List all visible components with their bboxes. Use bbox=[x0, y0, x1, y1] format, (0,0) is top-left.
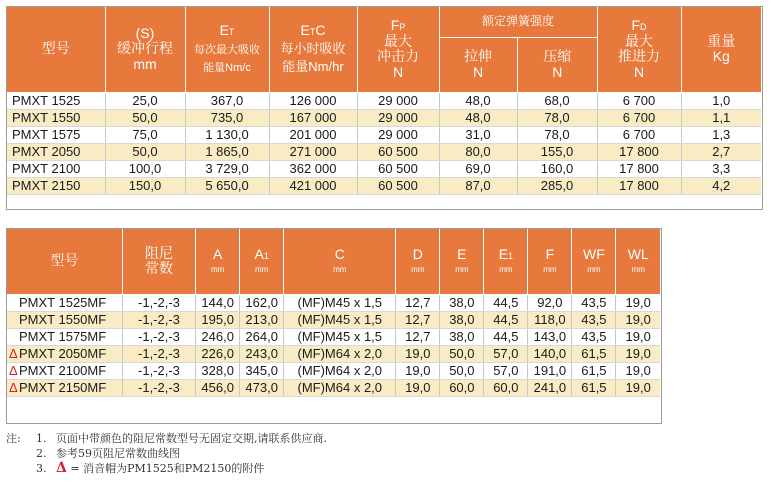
dimension-table bbox=[7, 229, 660, 397]
e-cell: 50,0 bbox=[440, 362, 484, 379]
header-spring-compressed: 压缩 N bbox=[517, 37, 597, 92]
d-cell: 12,7 bbox=[396, 328, 440, 345]
model-cell bbox=[7, 311, 122, 328]
etc-cell: 271 000 bbox=[269, 143, 357, 160]
e1-cell: 44,5 bbox=[484, 328, 528, 345]
model-cell: PMXT 1525 bbox=[7, 92, 105, 109]
delta-icon: Δ bbox=[9, 362, 18, 378]
stroke-cell: 75,0 bbox=[105, 126, 185, 143]
et-cell: 1 865,0 bbox=[185, 143, 269, 160]
model-label: PMXT 2050MF bbox=[19, 345, 107, 361]
a1-cell: 345,0 bbox=[240, 362, 284, 379]
wf-cell: 61,5 bbox=[572, 362, 616, 379]
weight-cell: 2,7 bbox=[681, 143, 761, 160]
damping-cell: -1,-2,-3 bbox=[122, 362, 195, 379]
etc-cell: 421 000 bbox=[269, 177, 357, 194]
stroke-cell: 50,0 bbox=[105, 143, 185, 160]
header-weight: 重量 Kg bbox=[681, 7, 761, 92]
footnotes bbox=[6, 431, 327, 476]
wl-cell: 19,0 bbox=[616, 379, 660, 396]
wf-cell: 43,5 bbox=[572, 294, 616, 311]
fd-cell: 6 700 bbox=[597, 126, 681, 143]
table-row bbox=[7, 143, 761, 160]
wl-cell: 19,0 bbox=[616, 345, 660, 362]
d-cell: 19,0 bbox=[396, 379, 440, 396]
stroke-cell: 100,0 bbox=[105, 160, 185, 177]
table-row bbox=[7, 160, 761, 177]
a-cell: 144,0 bbox=[196, 294, 240, 311]
d-cell: 19,0 bbox=[396, 362, 440, 379]
et-cell: 3 729,0 bbox=[185, 160, 269, 177]
weight-cell: 1,0 bbox=[681, 92, 761, 109]
et-cell: 1 130,0 bbox=[185, 126, 269, 143]
e1-cell: 44,5 bbox=[484, 311, 528, 328]
delta-icon: Δ bbox=[9, 345, 18, 361]
wf-cell: 61,5 bbox=[572, 379, 616, 396]
d-cell: 12,7 bbox=[396, 311, 440, 328]
pull-cell: 69,0 bbox=[439, 160, 517, 177]
table-row bbox=[7, 362, 660, 379]
table-row bbox=[7, 92, 761, 109]
footnote-2: 2. 参考59页阻尼常数曲线图 bbox=[36, 447, 180, 460]
header-dim-d: D mm bbox=[396, 229, 440, 294]
e-cell: 50,0 bbox=[440, 345, 484, 362]
table-row bbox=[7, 126, 761, 143]
header-dim-a: A mm bbox=[196, 229, 240, 294]
et-cell: 5 650,0 bbox=[185, 177, 269, 194]
e-cell: 38,0 bbox=[440, 311, 484, 328]
header-dim-wl: WL mm bbox=[616, 229, 660, 294]
model-cell bbox=[7, 345, 122, 362]
table-row bbox=[7, 109, 761, 126]
fd-cell: 17 800 bbox=[597, 177, 681, 194]
weight-cell: 4,2 bbox=[681, 177, 761, 194]
model-label: PMXT 1575MF bbox=[19, 328, 107, 344]
pull-cell: 31,0 bbox=[439, 126, 517, 143]
etc-cell: 167 000 bbox=[269, 109, 357, 126]
table-row bbox=[7, 379, 660, 396]
damping-cell: -1,-2,-3 bbox=[122, 311, 195, 328]
a1-cell: 473,0 bbox=[240, 379, 284, 396]
table-row bbox=[7, 328, 660, 345]
performance-spec-table bbox=[7, 7, 761, 195]
header-energy-per-cycle: ET 每次最大吸收 能量Nm/c bbox=[185, 7, 269, 92]
f-cell: 191,0 bbox=[528, 362, 572, 379]
fd-cell: 17 800 bbox=[597, 143, 681, 160]
a-cell: 328,0 bbox=[196, 362, 240, 379]
fp-cell: 60 500 bbox=[357, 177, 439, 194]
e1-cell: 57,0 bbox=[484, 362, 528, 379]
pull-cell: 48,0 bbox=[439, 92, 517, 109]
wf-cell: 43,5 bbox=[572, 311, 616, 328]
wl-cell: 19,0 bbox=[616, 362, 660, 379]
fp-cell: 60 500 bbox=[357, 143, 439, 160]
comp-cell: 285,0 bbox=[517, 177, 597, 194]
pull-cell: 48,0 bbox=[439, 109, 517, 126]
table-row bbox=[7, 177, 761, 194]
a-cell: 456,0 bbox=[196, 379, 240, 396]
header-max-impact-force: FP 最大 冲击力 N bbox=[357, 7, 439, 92]
header-dim-wf: WF mm bbox=[572, 229, 616, 294]
e-cell: 60,0 bbox=[440, 379, 484, 396]
header-spring-extended: 拉伸 N bbox=[439, 37, 517, 92]
stroke-cell: 150,0 bbox=[105, 177, 185, 194]
damping-cell: -1,-2,-3 bbox=[122, 294, 195, 311]
fp-cell: 29 000 bbox=[357, 126, 439, 143]
header-energy-per-hour: ETC 每小时吸收 能量Nm/hr bbox=[269, 7, 357, 92]
damping-cell: -1,-2,-3 bbox=[122, 345, 195, 362]
f-cell: 118,0 bbox=[528, 311, 572, 328]
d-cell: 19,0 bbox=[396, 345, 440, 362]
model-cell: PMXT 2050 bbox=[7, 143, 105, 160]
model-label: PMXT 1550MF bbox=[19, 311, 107, 327]
header-dim-c: C mm bbox=[284, 229, 396, 294]
c-cell: (MF)M64 x 2,0 bbox=[284, 379, 396, 396]
fp-cell: 29 000 bbox=[357, 92, 439, 109]
c-cell: (MF)M64 x 2,0 bbox=[284, 362, 396, 379]
header-model: 型号 bbox=[7, 229, 122, 294]
e-cell: 38,0 bbox=[440, 328, 484, 345]
a-cell: 195,0 bbox=[196, 311, 240, 328]
etc-cell: 126 000 bbox=[269, 92, 357, 109]
fd-cell: 6 700 bbox=[597, 109, 681, 126]
comp-cell: 78,0 bbox=[517, 126, 597, 143]
a-cell: 246,0 bbox=[196, 328, 240, 345]
f-cell: 241,0 bbox=[528, 379, 572, 396]
footnote-3: 3. Δ = 消音帽为PM1525和PM2150的附件 bbox=[36, 460, 265, 476]
d-cell: 12,7 bbox=[396, 294, 440, 311]
delta-icon: Δ bbox=[56, 460, 67, 476]
model-cell bbox=[7, 328, 122, 345]
comp-cell: 78,0 bbox=[517, 109, 597, 126]
fp-cell: 29 000 bbox=[357, 109, 439, 126]
wl-cell: 19,0 bbox=[616, 311, 660, 328]
weight-cell: 1,3 bbox=[681, 126, 761, 143]
etc-cell: 201 000 bbox=[269, 126, 357, 143]
e1-cell: 57,0 bbox=[484, 345, 528, 362]
stroke-cell: 50,0 bbox=[105, 109, 185, 126]
comp-cell: 68,0 bbox=[517, 92, 597, 109]
a1-cell: 264,0 bbox=[240, 328, 284, 345]
e1-cell: 60,0 bbox=[484, 379, 528, 396]
damping-cell: -1,-2,-3 bbox=[122, 379, 195, 396]
wl-cell: 19,0 bbox=[616, 328, 660, 345]
model-cell bbox=[7, 362, 122, 379]
fd-cell: 17 800 bbox=[597, 160, 681, 177]
model-cell: PMXT 2150 bbox=[7, 177, 105, 194]
f-cell: 143,0 bbox=[528, 328, 572, 345]
c-cell: (MF)M45 x 1,5 bbox=[284, 328, 396, 345]
et-cell: 735,0 bbox=[185, 109, 269, 126]
c-cell: (MF)M45 x 1,5 bbox=[284, 294, 396, 311]
header-dim-a1: A1 mm bbox=[240, 229, 284, 294]
model-cell: PMXT 1575 bbox=[7, 126, 105, 143]
comp-cell: 160,0 bbox=[517, 160, 597, 177]
header-max-propelling-force: FD 最大 推进力 N bbox=[597, 7, 681, 92]
a1-cell: 213,0 bbox=[240, 311, 284, 328]
damping-cell: -1,-2,-3 bbox=[122, 328, 195, 345]
header-dim-e1: E1 mm bbox=[484, 229, 528, 294]
footnote-1: 注: 1. 页面中带颜色的阻尼常数型号无固定交期,请联系供应商. bbox=[6, 432, 327, 445]
model-label: PMXT 2150MF bbox=[19, 379, 107, 395]
etc-cell: 362 000 bbox=[269, 160, 357, 177]
model-cell bbox=[7, 294, 122, 311]
model-cell: PMXT 2100 bbox=[7, 160, 105, 177]
header-dim-f: F mm bbox=[528, 229, 572, 294]
header-model: 型号 bbox=[7, 7, 105, 92]
e-cell: 38,0 bbox=[440, 294, 484, 311]
wf-cell: 43,5 bbox=[572, 328, 616, 345]
e1-cell: 44,5 bbox=[484, 294, 528, 311]
stroke-cell: 25,0 bbox=[105, 92, 185, 109]
wf-cell: 61,5 bbox=[572, 345, 616, 362]
a1-cell: 162,0 bbox=[240, 294, 284, 311]
fp-cell: 60 500 bbox=[357, 160, 439, 177]
header-stroke: (S) 缓冲行程 mm bbox=[105, 7, 185, 92]
et-cell: 367,0 bbox=[185, 92, 269, 109]
c-cell: (MF)M64 x 2,0 bbox=[284, 345, 396, 362]
weight-cell: 3,3 bbox=[681, 160, 761, 177]
f-cell: 92,0 bbox=[528, 294, 572, 311]
table-row bbox=[7, 345, 660, 362]
pull-cell: 80,0 bbox=[439, 143, 517, 160]
delta-icon: Δ bbox=[9, 379, 18, 395]
table-row bbox=[7, 294, 660, 311]
c-cell: (MF)M45 x 1,5 bbox=[284, 311, 396, 328]
model-cell bbox=[7, 379, 122, 396]
f-cell: 140,0 bbox=[528, 345, 572, 362]
fd-cell: 6 700 bbox=[597, 92, 681, 109]
a1-cell: 243,0 bbox=[240, 345, 284, 362]
model-label: PMXT 1525MF bbox=[19, 294, 107, 310]
pull-cell: 87,0 bbox=[439, 177, 517, 194]
model-cell: PMXT 1550 bbox=[7, 109, 105, 126]
table-row bbox=[7, 311, 660, 328]
header-spring-force: 额定弹簧强度 bbox=[439, 7, 597, 37]
comp-cell: 155,0 bbox=[517, 143, 597, 160]
weight-cell: 1,1 bbox=[681, 109, 761, 126]
wl-cell: 19,0 bbox=[616, 294, 660, 311]
header-dim-e: E mm bbox=[440, 229, 484, 294]
header-damping-constant: 阻尼 常数 bbox=[122, 229, 195, 294]
model-label: PMXT 2100MF bbox=[19, 362, 107, 378]
a-cell: 226,0 bbox=[196, 345, 240, 362]
